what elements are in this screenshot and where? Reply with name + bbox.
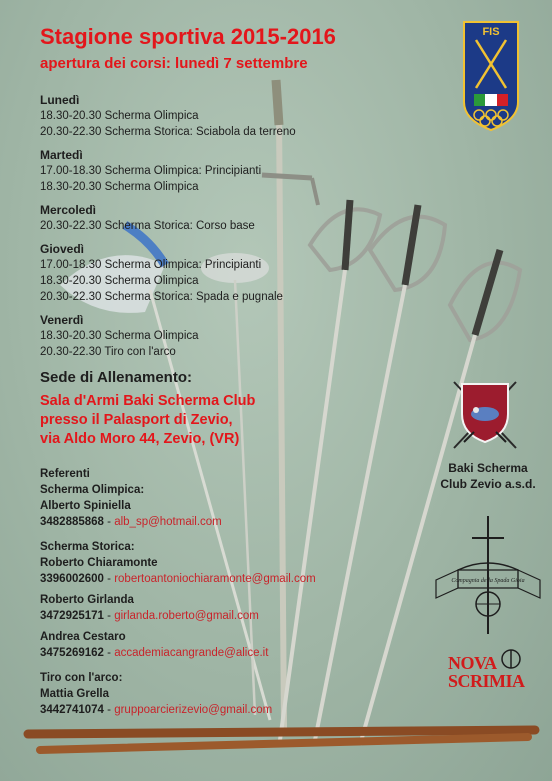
baki-club-shield-icon	[450, 376, 520, 454]
contacts-section	[40, 466, 380, 727]
contact-separator: -	[103, 610, 115, 622]
contacts-title: Referenti	[40, 468, 90, 480]
contact-group	[40, 539, 380, 661]
session-entry: 18.30-20.30 Scherma Olimpica	[40, 181, 199, 193]
contact-name: Roberto Girlanda	[40, 594, 134, 606]
contact-phone[interactable]: 3442741074	[40, 704, 104, 716]
day-name: Venerdì	[40, 313, 84, 327]
contact-person	[40, 686, 380, 718]
contact-separator: -	[103, 516, 115, 528]
day-name: Martedì	[40, 148, 83, 162]
contact-phone[interactable]: 3396002600	[40, 573, 104, 585]
venue-heading: Sede di Allenamento:	[40, 369, 192, 386]
venue-line: Sala d'Armi Baki Scherma Club	[40, 393, 256, 409]
contact-group	[40, 670, 380, 718]
compass-sword-emblem-icon	[428, 512, 548, 642]
contact-separator: -	[103, 647, 115, 659]
contact-email-link[interactable]: girlanda.roberto@gmail.com	[114, 610, 259, 622]
nova-logo-line: SCRIMIA	[448, 671, 525, 691]
schedule-day	[40, 147, 340, 195]
weekly-schedule	[40, 92, 340, 367]
contact-person	[40, 629, 380, 661]
contact-line	[40, 702, 380, 718]
contact-group-title: Scherma Storica:	[40, 541, 135, 553]
day-name: Mercoledì	[40, 203, 97, 217]
session-entry: 20.30-22.30 Tiro con l'arco	[40, 346, 176, 358]
session-entry: 18.30-20.30 Scherma Olimpica	[40, 275, 199, 287]
contact-person	[40, 555, 380, 587]
contact-line	[40, 514, 380, 530]
contact-group	[40, 482, 380, 530]
nova-logo-line: NOVA	[448, 653, 497, 673]
contact-line	[40, 571, 380, 587]
session-entry: 17.00-18.30 Scherma Olimpica: Principianti	[40, 259, 262, 271]
page-title: Stagione sportiva 2015-2016	[40, 24, 336, 49]
contact-phone[interactable]: 3482885868	[40, 516, 104, 528]
schedule-day	[40, 312, 340, 360]
contact-person	[40, 498, 380, 530]
session-entry: 18.30-20.30 Scherma Olimpica	[40, 110, 199, 122]
club-name-line: Club Zevio a.s.d.	[440, 477, 536, 491]
fis-logo	[462, 20, 520, 132]
fis-label: FIS	[482, 26, 500, 38]
day-name: Giovedì	[40, 242, 85, 256]
schedule-day	[40, 202, 340, 234]
contact-group-title: Scherma Olimpica:	[40, 484, 145, 496]
session-entry: 20.30-22.30 Scherma Storica: Corso base	[40, 220, 255, 232]
contact-email-link[interactable]: robertoantoniochiaramonte@gmail.com	[114, 573, 316, 585]
day-name: Lunedì	[40, 93, 80, 107]
contact-email-link[interactable]: alb_sp@hotmail.com	[114, 516, 222, 528]
emblem-motto: Compagnia della Spada Gioia	[451, 578, 525, 584]
contact-phone[interactable]: 3472925171	[40, 610, 104, 622]
schedule-day	[40, 241, 340, 305]
contact-name: Roberto Chiaramonte	[40, 557, 158, 569]
contact-email-link[interactable]: gruppoarcierizevio@gmail.com	[114, 704, 273, 716]
opening-date-subtitle: apertura dei corsi: lunedì 7 settembre	[40, 55, 308, 72]
contact-group-title: Tiro con l'arco:	[40, 672, 123, 684]
venue-line: via Aldo Moro 44, Zevio, (VR)	[40, 431, 240, 447]
contact-name: Mattia Grella	[40, 688, 110, 700]
venue-address	[40, 392, 255, 449]
club-name	[428, 460, 548, 492]
contact-separator: -	[103, 573, 115, 585]
session-entry: 20.30-22.30 Scherma Storica: Spada e pugnale	[40, 291, 283, 303]
contact-name: Alberto Spiniella	[40, 500, 131, 512]
contact-person	[40, 592, 380, 624]
schedule-day	[40, 92, 340, 140]
contact-phone[interactable]: 3475269162	[40, 647, 104, 659]
contact-line	[40, 608, 380, 624]
session-entry: 18.30-20.30 Scherma Olimpica	[40, 330, 199, 342]
contact-email-link[interactable]: accademiacangrande@alice.it	[114, 647, 269, 659]
club-name-line: Baki Scherma	[448, 461, 528, 475]
contact-groups	[40, 482, 380, 718]
contact-separator: -	[103, 704, 115, 716]
venue-line: presso il Palasport di Zevio,	[40, 412, 233, 428]
session-entry: 20.30-22.30 Scherma Storica: Sciabola da terreno	[40, 126, 296, 138]
contact-line	[40, 645, 380, 661]
nova-scrimia-logo	[448, 654, 525, 690]
session-entry: 17.00-18.30 Scherma Olimpica: Principianti	[40, 165, 262, 177]
contact-name: Andrea Cestaro	[40, 631, 126, 643]
